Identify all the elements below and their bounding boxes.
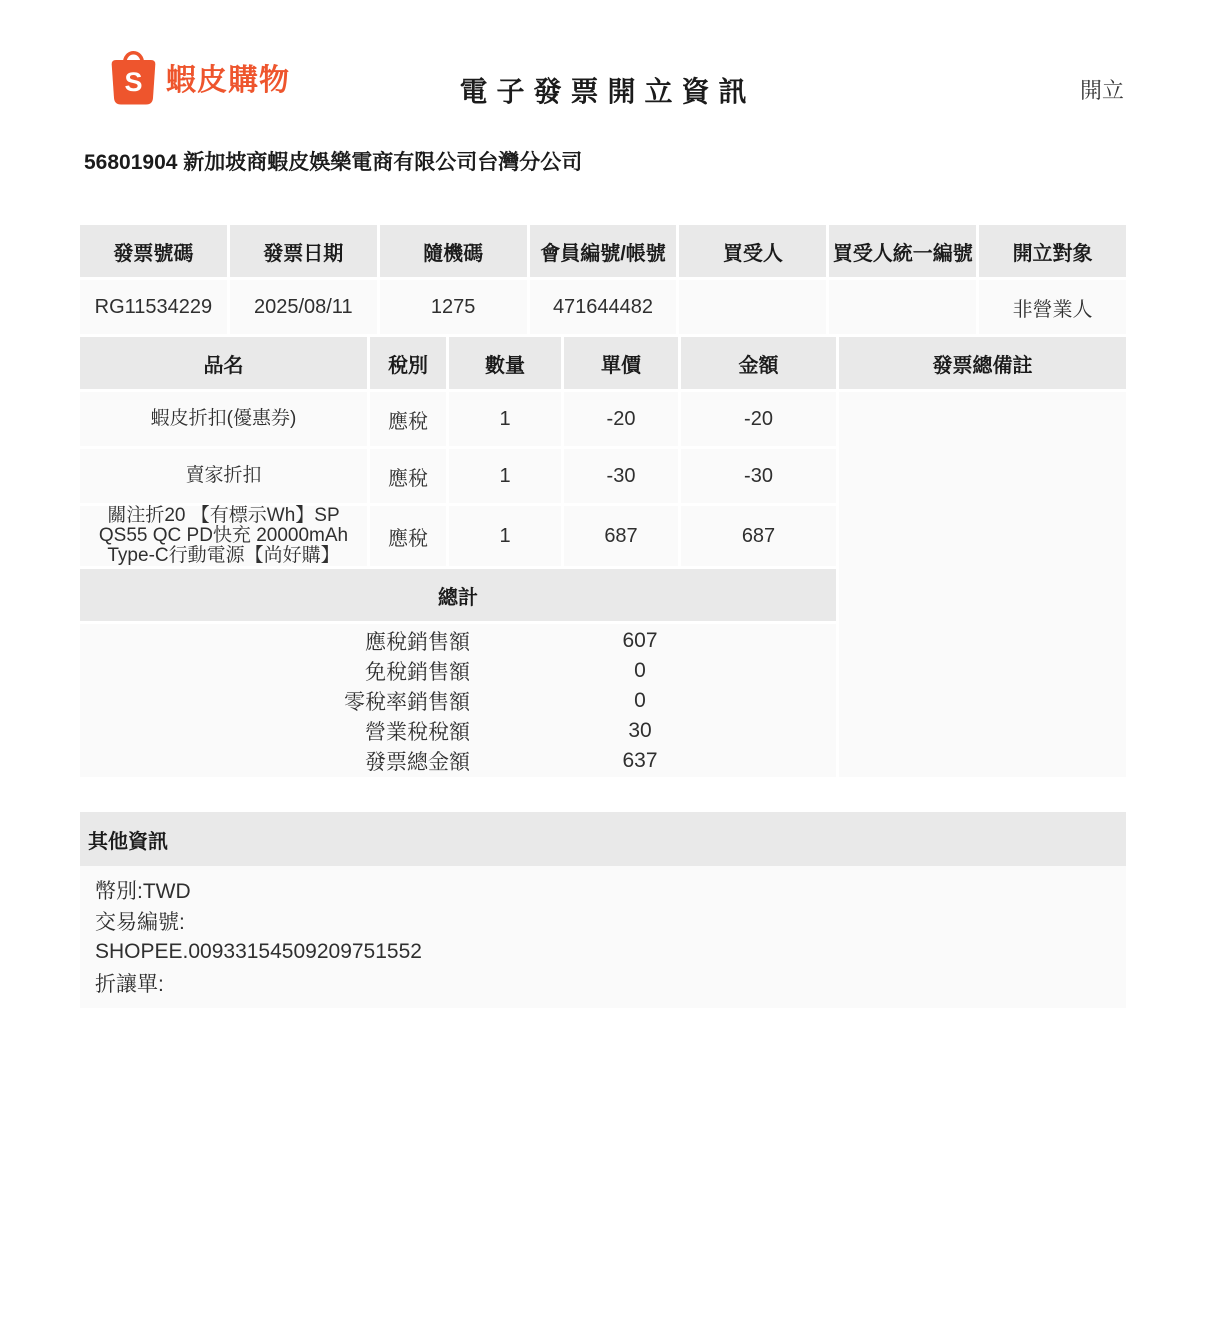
item-name-cell: 賣家折扣 — [80, 449, 367, 503]
invoice-meta-table — [80, 225, 1126, 334]
item-tax-cell: 應稅 — [370, 506, 446, 566]
item-name-cell: 關注折20 【有標示Wh】SP QS55 QC PD快充 20000mAh Type-C行動電源【尚好購】 — [80, 506, 367, 566]
other-info-section — [80, 812, 1126, 1008]
total-label: 發票總金額 — [365, 751, 470, 774]
total-value: 0 — [634, 689, 646, 712]
member-account-cell: 471644482 — [530, 280, 677, 334]
total-line-taxable-sales — [80, 626, 836, 656]
total-line-tax-free-sales — [80, 656, 836, 686]
issue-target-cell: 非營業人 — [979, 280, 1126, 334]
shopee-logo-text: 蝦皮購物 — [166, 64, 290, 97]
total-label: 免稅銷售額 — [365, 661, 470, 684]
item-name-cell: 蝦皮折扣(優惠券) — [80, 392, 367, 446]
header-random-code: 隨機碼 — [380, 225, 527, 277]
totals-section — [80, 624, 836, 777]
invoice-tables — [80, 225, 1126, 777]
other-info-title: 其他資訊 — [80, 812, 1126, 866]
header-unit-price: 單價 — [564, 337, 678, 389]
header-member-account: 會員編號/帳號 — [530, 225, 677, 277]
header-buyer: 買受人 — [679, 225, 826, 277]
header-buyer-tax-id: 買受人統一編號 — [829, 225, 976, 277]
item-tax-cell: 應稅 — [370, 449, 446, 503]
item-amount-cell: 687 — [681, 506, 836, 566]
totals-header: 總計 — [80, 569, 836, 621]
item-qty-cell: 1 — [449, 506, 561, 566]
random-code-cell: 1275 — [380, 280, 527, 334]
header-amount: 金額 — [681, 337, 836, 389]
invoice-remark-cell — [839, 392, 1126, 777]
item-unit-price-cell: -20 — [564, 392, 678, 446]
total-label: 應稅銷售額 — [365, 631, 470, 654]
total-value: 30 — [628, 719, 652, 742]
item-qty-cell: 1 — [449, 392, 561, 446]
other-info-body — [80, 866, 1126, 1008]
item-tax-cell: 應稅 — [370, 392, 446, 446]
seller-info: 56801904 新加坡商蝦皮娛樂電商有限公司台灣分公司 — [84, 151, 583, 174]
total-line-invoice-total — [80, 746, 836, 776]
buyer-tax-id-cell — [829, 280, 976, 334]
total-value: 0 — [634, 659, 646, 682]
header-invoice-number: 發票號碼 — [80, 225, 227, 277]
header-tax-type: 稅別 — [370, 337, 446, 389]
header-item-name: 品名 — [80, 337, 367, 389]
item-qty-cell: 1 — [449, 449, 561, 503]
total-line-zero-rate-sales — [80, 686, 836, 716]
transaction-id-value-line: SHOPEE.00933154509209751552 — [95, 939, 422, 963]
issue-status-link[interactable]: 開立 — [1079, 78, 1124, 103]
transaction-id-label-line: 交易編號: — [95, 910, 185, 934]
total-line-business-tax — [80, 716, 836, 746]
total-label: 零稅率銷售額 — [344, 691, 470, 714]
total-value: 637 — [622, 749, 658, 772]
invoice-date-cell: 2025/08/11 — [230, 280, 377, 334]
items-table — [80, 337, 1126, 777]
header-invoice-remark: 發票總備註 — [839, 337, 1126, 389]
item-amount-cell: -20 — [681, 392, 836, 446]
item-unit-price-cell: 687 — [564, 506, 678, 566]
allowance-line: 折讓單: — [95, 972, 164, 996]
buyer-cell — [679, 280, 826, 334]
total-label: 營業稅稅額 — [365, 721, 470, 744]
header-invoice-date: 發票日期 — [230, 225, 377, 277]
total-value: 607 — [622, 629, 658, 652]
invoice-number-cell: RG11534229 — [80, 280, 227, 334]
header-issue-target: 開立對象 — [979, 225, 1126, 277]
item-amount-cell: -30 — [681, 449, 836, 503]
currency-line: 幣別:TWD — [95, 879, 191, 903]
item-unit-price-cell: -30 — [564, 449, 678, 503]
svg-text:S: S — [124, 67, 143, 97]
page-title: 電子發票開立資訊 — [459, 76, 756, 107]
header-quantity: 數量 — [449, 337, 561, 389]
